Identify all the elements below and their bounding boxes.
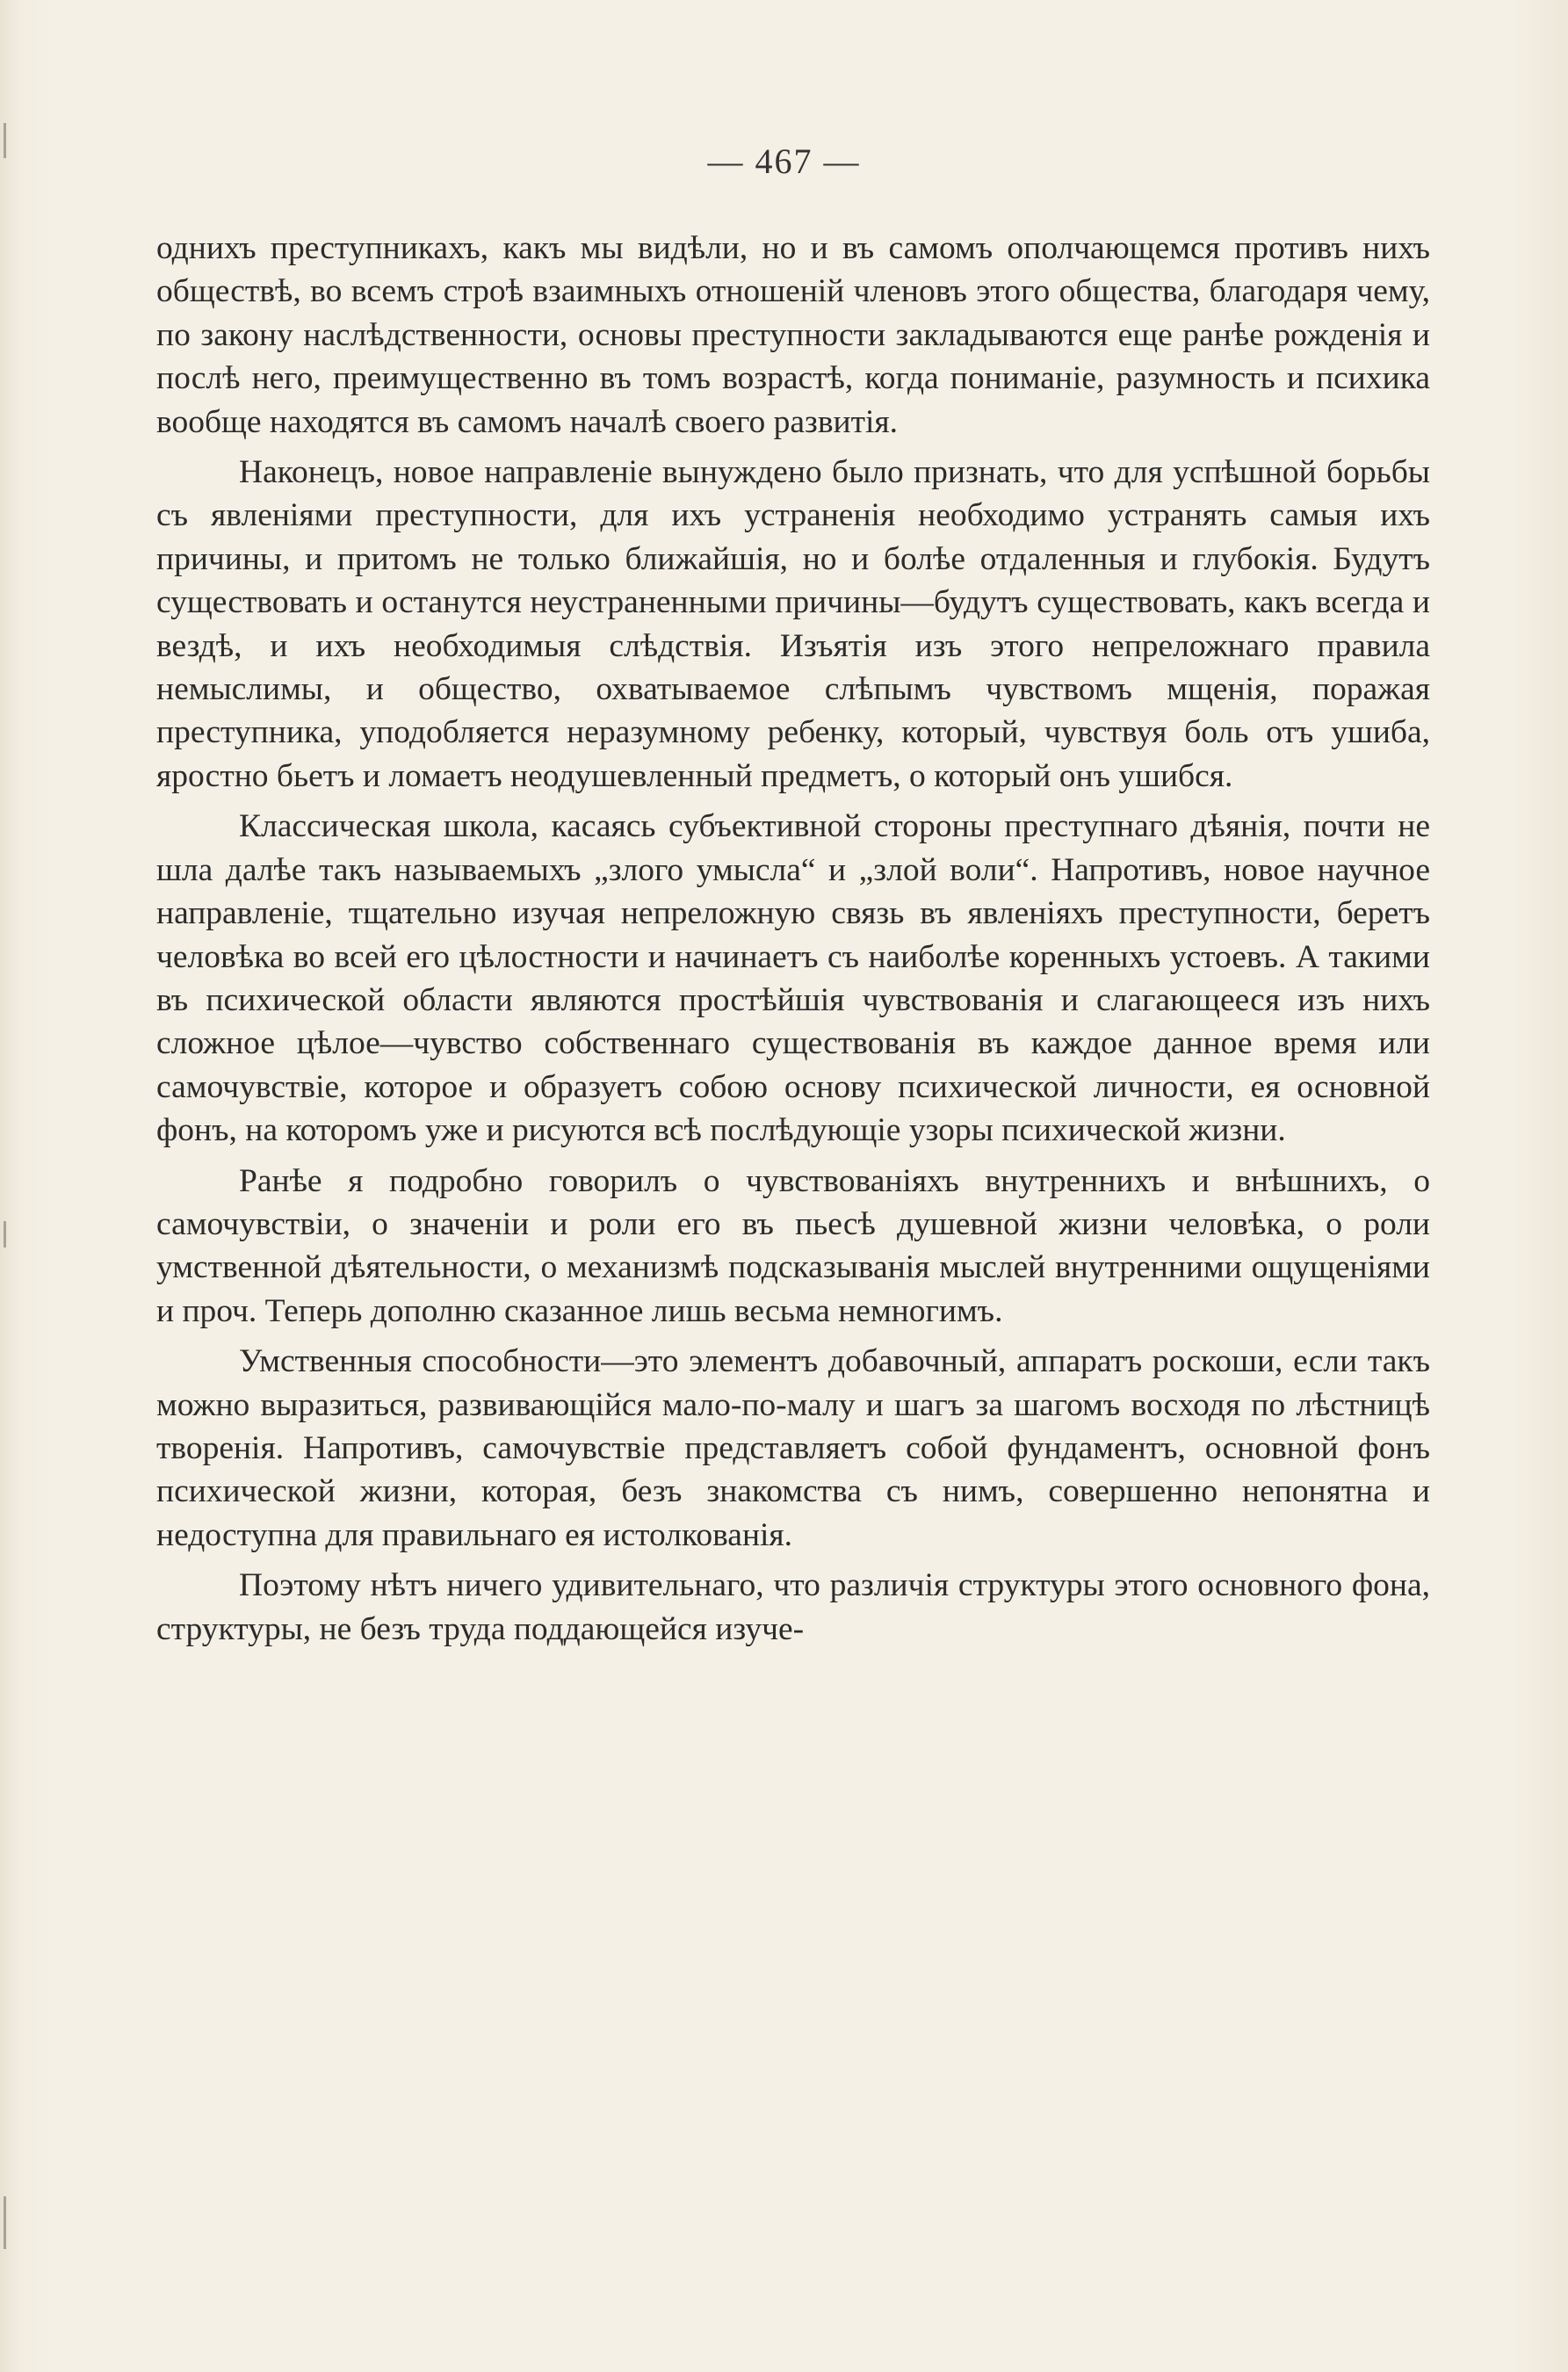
paragraph: Классическая школа, касаясь субъективной стороны преступнаго дѣянія, почти не шла далѣе такъ называемыхъ „злого умысла“ и „злой воли“. Напротивъ, новое научное направленіе, тщательно изучая непреложную связь въ явленіяхъ преступности, беретъ человѣка во всей его цѣлостности и начинаетъ съ наиболѣе коренныхъ устоевъ. А такими въ психической области являются простѣйшія чувствованія и слагающееся изъ нихъ сложное цѣлое—чувство собственнаго существованія въ каждое данное время или самочувствіе, которое и образуетъ собою основу психической личности, ея основной фонъ, на которомъ уже и рисуются всѣ послѣдующіе узоры психической жизни. <box>156 808 1430 1149</box>
page-number: — 467 — <box>707 141 861 181</box>
paragraph: Наконецъ, новое направленіе вынуждено было признать, что для успѣшной борьбы съ явленіями преступности, для ихъ устраненія необходимо устранять самыя ихъ причины, и притомъ не только ближайшія, но и болѣе отдаленныя и глубокія. Будутъ существовать и останутся неустраненными причины—будутъ существовать, какъ всегда и вездѣ, и ихъ необходимыя слѣдствія. Изъятія изъ этого непреложнаго правила немыслимы, и общество, охватываемое слѣпымъ чувствомъ мщенія, поражая преступника, уподобляется неразумному ребенку, который, чувствуя боль отъ ушиба, яростно бьетъ и ломаетъ неодушевленный предметъ, о который онъ ушибся. <box>156 454 1430 794</box>
paragraph: однихъ преступникахъ, какъ мы видѣли, но и въ самомъ ополчающемся противъ нихъ обществѣ, во всемъ строѣ взаимныхъ отношеній членовъ этого общества, благодаря чему, по закону наслѣдственности, основы преступности закладываются еще ранѣе рожденія и послѣ него, преимущественно въ томъ возрастѣ, когда пониманіе, разумность и психика вообще находятся въ самомъ началѣ своего развитія. <box>156 230 1430 440</box>
body-text <box>156 227 1430 1658</box>
paragraph: Ранѣе я подробно говорилъ о чувствованіяхъ внутреннихъ и внѣшнихъ, о самочувствіи, о значеніи и роли его въ пьесѣ душевной жизни человѣка, о роли умственной дѣятельности, о механизмѣ подсказыванія мыслей внутренними ощущеніями и проч. Теперь дополню сказанное лишь весьма немногимъ. <box>156 1162 1430 1329</box>
paragraph: Умственныя способности—это элементъ добавочный, аппаратъ роскоши, если такъ можно выразиться, развивающійся мало-по-малу и шагъ за шагомъ восходя по лѣстницѣ творенія. Напротивъ, самочувствіе представляетъ собой фундаментъ, основной фонъ психической жизни, которая, безъ знакомства съ нимъ, совершенно непонятна и недоступна для правильнаго ея истолкованія. <box>156 1343 1430 1553</box>
page-edge-mark <box>4 1221 6 1247</box>
paragraph: Поэтому нѣтъ ничего удивительнаго, что различія структуры этого основного фона, структуры, не безъ труда поддающейся изуче- <box>156 1567 1430 1647</box>
page-edge-mark <box>4 2196 6 2249</box>
